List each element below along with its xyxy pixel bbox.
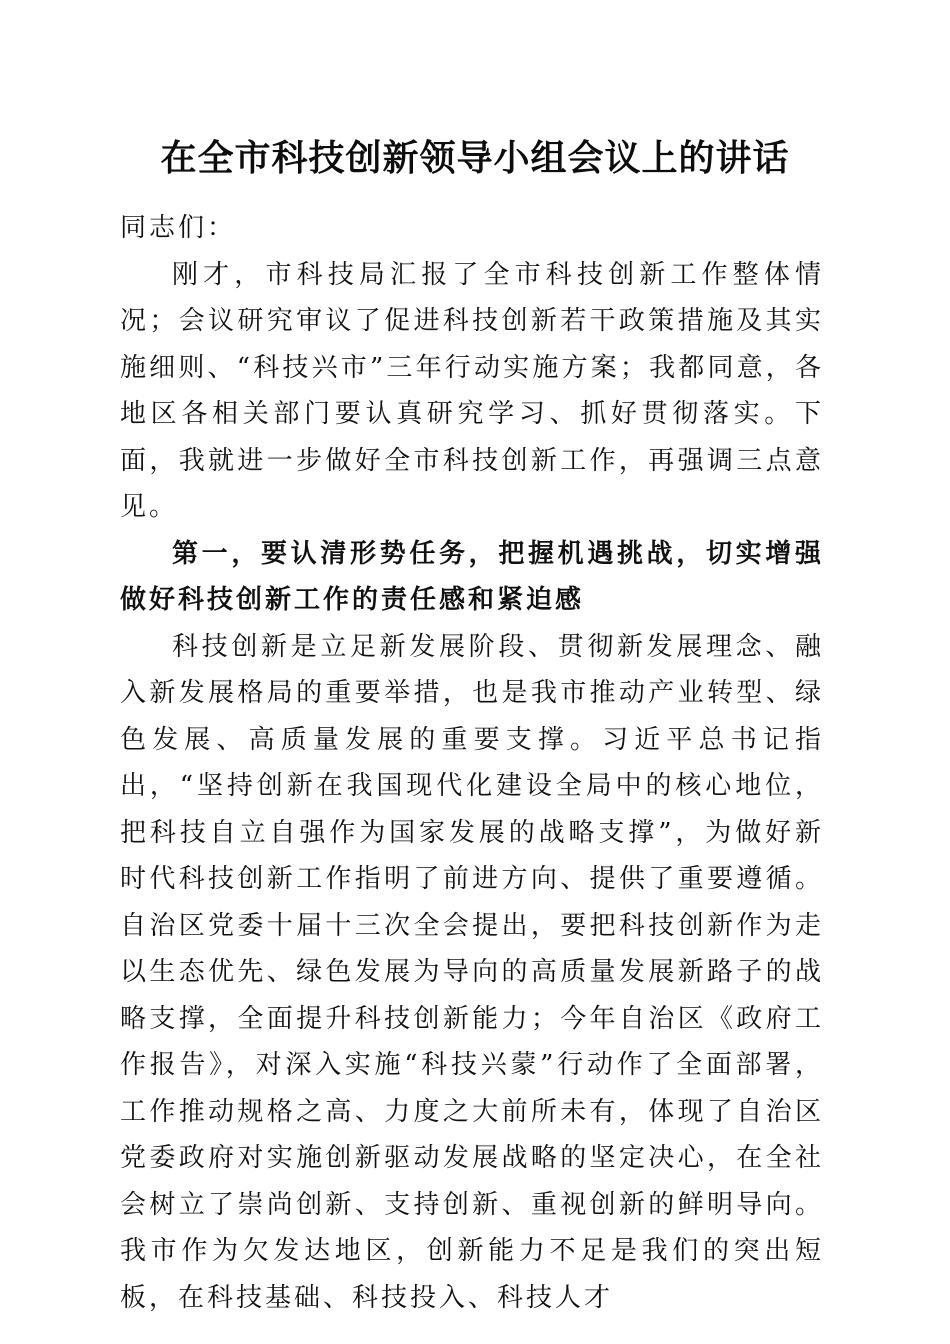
document-body (120, 205, 824, 1321)
document-title: 在全市科技创新领导小组会议上的讲话 (160, 137, 790, 179)
paragraph-opening: 刚才，市科技局汇报了全市科技创新工作整体情况；会议研究审议了促进科技创新若干政策措施及其实施细则、“科技兴市”三年行动实施方案；我都同意，各地区各相关部门要认真研究学习、抓好贯彻落实。下面，我就进一步做好全市科技创新工作，再强调三点意见。 (120, 259, 824, 522)
salutation: 同志们： (120, 213, 237, 243)
section-heading-first: 第一，要认清形势任务，把握机遇挑战，切实增强做好科技创新工作的责任感和紧迫感 (120, 538, 824, 615)
paragraph-science-innovation: 科技创新是立足新发展阶段、贯彻新发展理念、融入新发展格局的重要举措，也是我市推动产业转型、绿色发展、高质量发展的重要支撑。习近平总书记指出，“坚持创新在我国现代化建设全局中的核心地位，把科技自立自强作为国家发展的战略支撑”，为做好新时代科技创新工作指明了前进方向、提供了重要遵循。自治区党委十届十三次全会提出，要把科技创新作为走以生态优先、绿色发展为导向的高质量发展新路子的战略支撑，全面提升科技创新能力；今年自治区《政府工作报告》，对深入实施“科技兴蒙”行动作了全面部署，工作推动规格之高、力度之大前所未有，体现了自治区党委政府对实施创新驱动发展战略的坚定决心，在全社会树立了崇尚创新、支持创新、重视创新的鲜明导向。我市作为欠发达地区，创新能力不足是我们的突出短板，在科技基础、科技投入、科技人才 (120, 631, 824, 1313)
